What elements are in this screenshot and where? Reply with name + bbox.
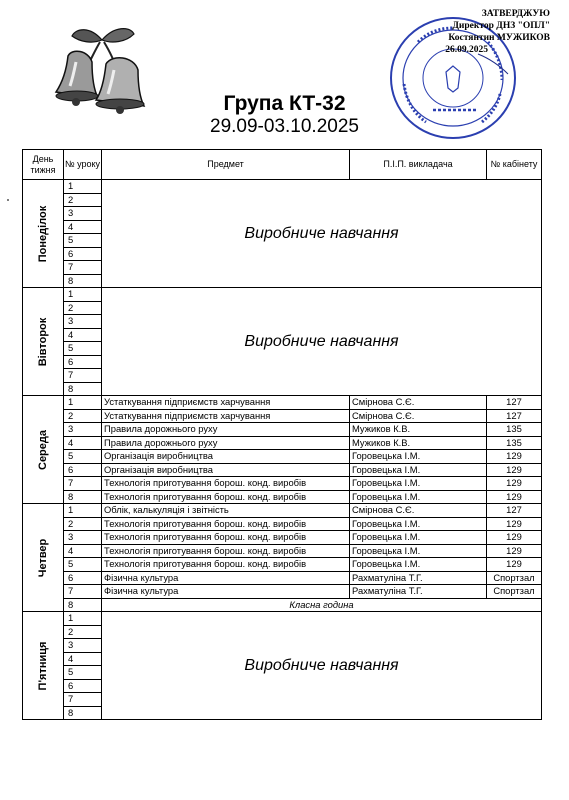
- lesson-number: 1: [64, 504, 102, 518]
- room-cell: 129: [487, 463, 542, 477]
- room-cell: 129: [487, 558, 542, 572]
- approval-block: [400, 8, 550, 56]
- teacher-cell: Горовецька І.М.: [350, 490, 487, 504]
- lesson-number: 2: [64, 625, 102, 639]
- room-cell: 129: [487, 517, 542, 531]
- subject-cell: Технологія приготування борош. конд. виробів: [102, 544, 350, 558]
- lesson-number: 3: [64, 639, 102, 653]
- teacher-cell: Смірнова С.Є.: [350, 396, 487, 410]
- lesson-number: 5: [64, 234, 102, 248]
- lesson-number: 7: [64, 261, 102, 275]
- lesson-number: 3: [64, 207, 102, 221]
- teacher-cell: Горовецька І.М.: [350, 517, 487, 531]
- lesson-number: 4: [64, 328, 102, 342]
- group-title: Група КТ-32: [223, 92, 346, 115]
- header-lesson: № уроку: [64, 150, 102, 180]
- room-cell: 135: [487, 423, 542, 437]
- header-teacher: П.І.П. викладача: [350, 150, 487, 180]
- header-room: № кабінету: [487, 150, 542, 180]
- subject-cell: Правила дорожнього руху: [102, 423, 350, 437]
- day-name: Понеділок: [37, 205, 49, 262]
- merged-activity: Виробниче навчання: [102, 612, 542, 720]
- room-cell: 129: [487, 544, 542, 558]
- day-cell: [23, 396, 64, 504]
- header-subject: Предмет: [102, 150, 350, 180]
- teacher-cell: Мужиков К.В.: [350, 423, 487, 437]
- approval-line: ЗАТВЕРДЖУЮ: [481, 9, 550, 19]
- lesson-number: 5: [64, 666, 102, 680]
- lesson-number: 5: [64, 450, 102, 464]
- day-name: Четвер: [37, 538, 49, 577]
- table-row: [23, 288, 542, 302]
- subject-cell: Облік, калькуляція і звітність: [102, 504, 350, 518]
- table-row: [23, 571, 542, 585]
- lesson-number: 7: [64, 369, 102, 383]
- schedule-table: [22, 149, 542, 720]
- table-row: [23, 504, 542, 518]
- scan-speck: [7, 199, 9, 201]
- lesson-number: 8: [64, 490, 102, 504]
- teacher-cell: Горовецька І.М.: [350, 544, 487, 558]
- lesson-number: 6: [64, 355, 102, 369]
- lesson-number: 1: [64, 288, 102, 302]
- lesson-number: 2: [64, 301, 102, 315]
- lesson-number: 7: [64, 585, 102, 599]
- room-cell: 129: [487, 450, 542, 464]
- approval-date: 26.09.2025: [445, 45, 488, 55]
- teacher-cell: Горовецька І.М.: [350, 531, 487, 545]
- day-cell: [23, 288, 64, 396]
- teacher-cell: Смірнова С.Є.: [350, 409, 487, 423]
- teacher-cell: Горовецька І.М.: [350, 450, 487, 464]
- room-cell: Спортзал: [487, 571, 542, 585]
- class-hour-note: Класна година: [102, 598, 542, 612]
- teacher-cell: Рахматуліна Т.Г.: [350, 585, 487, 599]
- teacher-cell: Смірнова С.Є.: [350, 504, 487, 518]
- subject-cell: Фізична культура: [102, 585, 350, 599]
- lesson-number: 1: [64, 612, 102, 626]
- table-row: [23, 436, 542, 450]
- lesson-number: 2: [64, 517, 102, 531]
- teacher-cell: Горовецька І.М.: [350, 558, 487, 572]
- day-cell: [23, 612, 64, 720]
- room-cell: 129: [487, 477, 542, 491]
- subject-cell: Технологія приготування борош. конд. виробів: [102, 517, 350, 531]
- room-cell: 127: [487, 396, 542, 410]
- room-cell: 127: [487, 409, 542, 423]
- lesson-number: 4: [64, 544, 102, 558]
- table-row: [23, 409, 542, 423]
- lesson-number: 8: [64, 274, 102, 288]
- day-name: П'ятниця: [37, 641, 49, 690]
- lesson-number: 3: [64, 531, 102, 545]
- approval-line: Костянтин МУЖИКОВ: [448, 33, 550, 43]
- table-row: [23, 396, 542, 410]
- lesson-number: 6: [64, 247, 102, 261]
- lesson-number: 5: [64, 342, 102, 356]
- lesson-number: 8: [64, 382, 102, 396]
- table-row: [23, 477, 542, 491]
- table-row: [23, 598, 542, 612]
- room-cell: 127: [487, 504, 542, 518]
- subject-cell: Правила дорожнього руху: [102, 436, 350, 450]
- lesson-number: 1: [64, 180, 102, 194]
- subject-cell: Технологія приготування борош. конд. виробів: [102, 558, 350, 572]
- subject-cell: Технологія приготування борош. конд. виробів: [102, 477, 350, 491]
- room-cell: 129: [487, 490, 542, 504]
- room-cell: 135: [487, 436, 542, 450]
- teacher-cell: Горовецька І.М.: [350, 463, 487, 477]
- table-row: [23, 490, 542, 504]
- table-row: [23, 463, 542, 477]
- day-cell: [23, 504, 64, 612]
- lesson-number: 4: [64, 652, 102, 666]
- table-row: [23, 612, 542, 626]
- room-cell: Спортзал: [487, 585, 542, 599]
- subject-cell: Організація виробництва: [102, 463, 350, 477]
- subject-cell: Технологія приготування борош. конд. виробів: [102, 531, 350, 545]
- table-row: [23, 531, 542, 545]
- table-row: [23, 544, 542, 558]
- subject-cell: Організація виробництва: [102, 450, 350, 464]
- lesson-number: 5: [64, 558, 102, 572]
- subject-cell: Устаткування підприємств харчування: [102, 409, 350, 423]
- lesson-number: 7: [64, 693, 102, 707]
- table-row: [23, 558, 542, 572]
- subject-cell: Технологія приготування борош. конд. виробів: [102, 490, 350, 504]
- lesson-number: 2: [64, 409, 102, 423]
- lesson-number: 8: [64, 706, 102, 720]
- lesson-number: 4: [64, 436, 102, 450]
- day-cell: [23, 180, 64, 288]
- subject-cell: Устаткування підприємств харчування: [102, 396, 350, 410]
- merged-activity: Виробниче навчання: [102, 288, 542, 396]
- header-day: День тижня: [23, 150, 64, 180]
- table-row: [23, 517, 542, 531]
- lesson-number: 4: [64, 220, 102, 234]
- lesson-number: 2: [64, 193, 102, 207]
- day-name: Середа: [37, 429, 49, 470]
- lesson-number: 6: [64, 679, 102, 693]
- lesson-number: 6: [64, 571, 102, 585]
- teacher-cell: Горовецька І.М.: [350, 477, 487, 491]
- table-row: [23, 180, 542, 194]
- lesson-number: 3: [64, 315, 102, 329]
- lesson-number: 7: [64, 477, 102, 491]
- approval-line: Директор ДНЗ "ОПЛ": [452, 21, 550, 31]
- table-row: [23, 423, 542, 437]
- merged-activity: Виробниче навчання: [102, 180, 542, 288]
- lesson-number: 6: [64, 463, 102, 477]
- room-cell: 129: [487, 531, 542, 545]
- lesson-number: 8: [64, 598, 102, 612]
- table-row: [23, 450, 542, 464]
- lesson-number: 1: [64, 396, 102, 410]
- subject-cell: Фізична культура: [102, 571, 350, 585]
- date-range: 29.09-03.10.2025: [210, 116, 359, 137]
- lesson-number: 3: [64, 423, 102, 437]
- table-row: [23, 585, 542, 599]
- teacher-cell: Рахматуліна Т.Г.: [350, 571, 487, 585]
- teacher-cell: Мужиков К.В.: [350, 436, 487, 450]
- day-name: Вівторок: [37, 317, 49, 366]
